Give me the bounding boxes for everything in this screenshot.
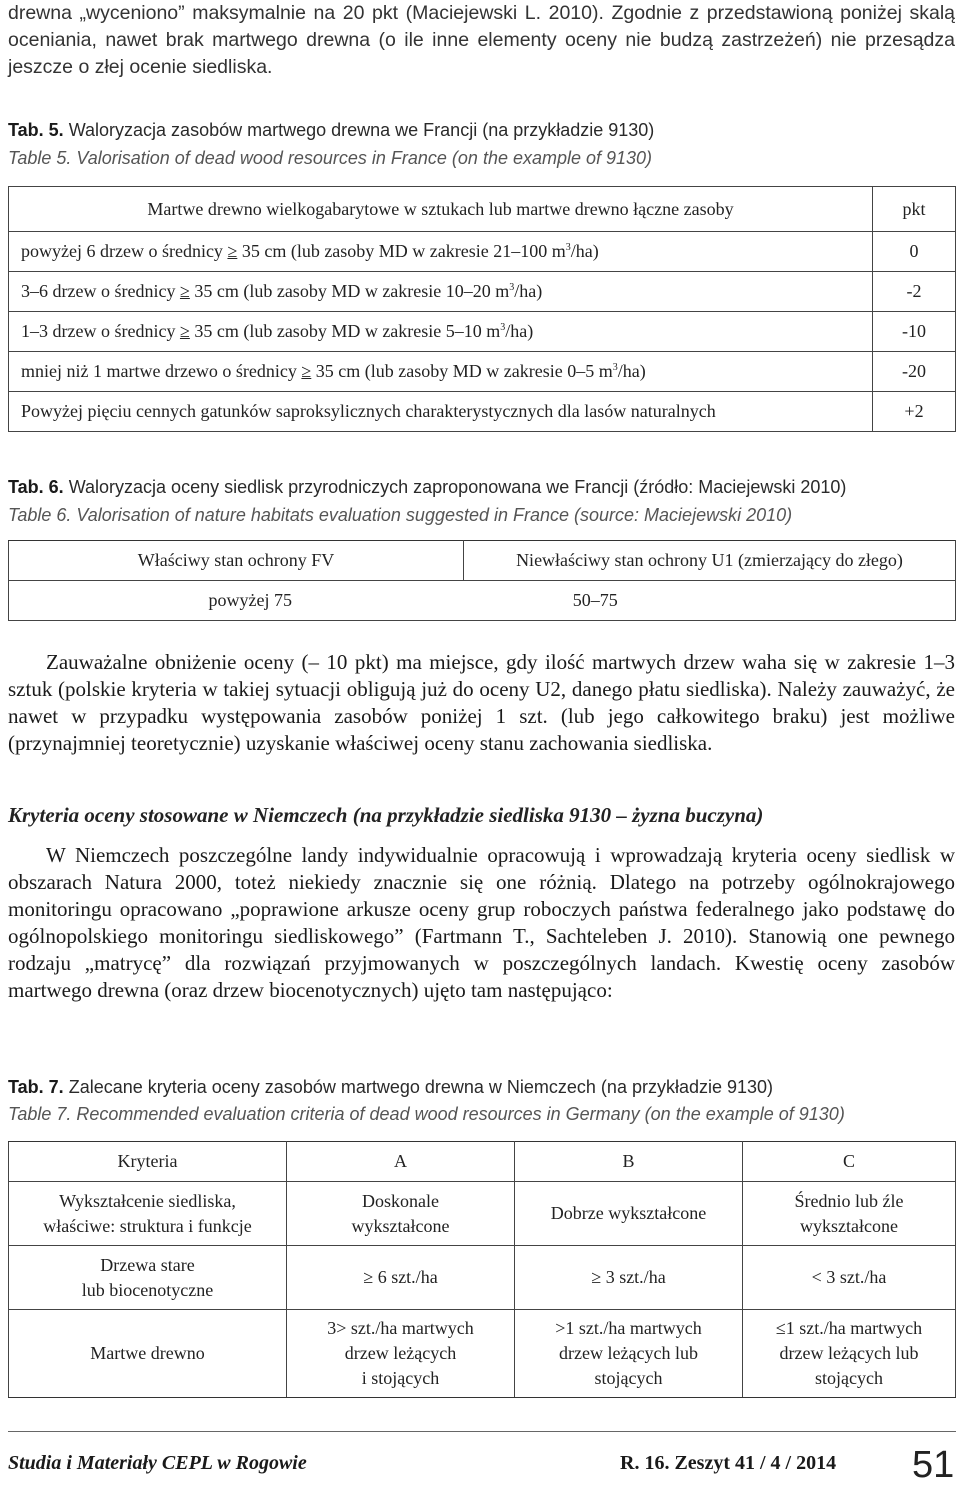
paragraph-germany: W Niemczech poszczególne landy indywidualnie opracowują i wprowadzają kryteria oceny siedlisk w obszarach Natura 2000, toteż niekiedy znacznie się one różnią. Dlatego na potrzeby ogólnokrajowego monitoringu opracowano „poprawione arkusze oceny grup roboczych państwa federalnego jako podstawę do ogólnopolskiego monitoringu siedliskowego” (Fartmann T., Sachteleben J. 2010). Stanowią one pewnego rodzaju „matrycę” dla rozwiązań przyjmowanych w poszczególnych landach. Kwestię oceny zasobów martwego drewna (oraz drzew biocenotycznych) ujęto tam następująco: [8,843,955,1002]
table6-header-row [9,541,956,581]
table7-cell: ≥ 3 szt./ha [515,1246,743,1310]
table-row [9,312,956,352]
table7-header-row [9,1142,956,1182]
table7-cell: Drzewa stare lub biocenotyczne [9,1246,287,1310]
table7-caption [8,1077,773,1098]
table7-cell: Dobrze wykształcone [515,1182,743,1246]
table5-title-pl: Waloryzacja zasobów martwego drewna we Francji (na przykładzie 9130) [68,120,655,140]
section-heading: Kryteria oceny stosowane w Niemczech (na przykładzie siedliska 9130 – żyzna buczyna) [8,803,764,827]
table7-header-b: B [515,1142,743,1182]
table6-value-u1: 50–75 [464,581,956,621]
table7-cell: Średnio lub źle wykształcone [743,1182,956,1246]
footer-rule [8,1431,956,1432]
table7-header-c: C [743,1142,956,1182]
table5-row-points: +2 [873,392,956,432]
table6-caption [8,477,846,498]
table-row [9,352,956,392]
table6-header-fv: Właściwy stan ochrony FV [9,541,464,581]
table5-caption [8,120,654,141]
table5-row-description: 3–6 drzew o średnicy ≥ 35 cm (lub zasoby MD w zakresie 10–20 $m^3/ha$) [9,272,873,312]
table5-title-en: Table 5. Valorisation of dead wood resources in France (on the example of 9130) [8,148,653,168]
table7-cell: Doskonale wykształcone [287,1182,515,1246]
table7-cell: < 3 szt./ha [743,1246,956,1310]
footer-journal: Studia i Materiały CEPL w Rogowie [8,1452,307,1474]
intro-paragraph: drewna „wyceniono” maksymalnie na 20 pkt (Maciejewski L. 2010). Zgodnie z przedstawioną poniżej skalą oceniania, nawet brak martwego drewna (o ile inne elementy oceny nie budzą zastrzeżeń) nie przesądza jeszcze o złej ocenie siedliska. [8,2,955,78]
table6-header-u1: Niewłaściwy stan ochrony U1 (zmierzający do złego) [464,541,956,581]
table5-row-description: 1–3 drzew o średnicy ≥ 35 cm (lub zasoby MD w zakresie 5–10 $m^3/ha$) [9,312,873,352]
table7 [8,1141,956,1398]
table5-row-points: 0 [873,232,956,272]
table6-value-fv: powyżej 75 [9,581,464,621]
table6 [8,540,956,621]
table7-cell: Martwe drewno [9,1310,287,1398]
table-row [9,232,956,272]
table-row [9,1310,956,1398]
table5-row-points: -10 [873,312,956,352]
table7-cell: ≥ 6 szt./ha [287,1246,515,1310]
paragraph-dead-trees: Zauważalne obniżenie oceny (– 10 pkt) ma miejsce, gdy ilość martwych drzew waha się w zakresie 1–3 sztuk (polskie kryteria w takiej sytuacji obligują już do oceny U2, danego płatu siedliska). Należy zauważyć, że nawet w przypadku występowania zasobów poniżej 1 szt. (lub jego całkowitego braku) jest możliwe (przynajmniej teoretycznie) uzyskanie właściwej oceny stanu zachowania siedliska. [8,650,955,755]
table-row [9,581,956,621]
table5-header-row [9,187,956,232]
table5-header-points: pkt [873,187,956,232]
table6-title-pl: Waloryzacja oceny siedlisk przyrodniczych zaproponowana we Francji (źródło: Maciejewski 2010) [68,477,847,497]
table7-header-a: A [287,1142,515,1182]
table-row [9,1246,956,1310]
page-number: 51 [912,1444,955,1486]
table7-cell: ≤1 szt./ha martwych drzew leżących lub stojących [743,1310,956,1398]
table7-cell: >1 szt./ha martwych drzew leżących lub stojących [515,1310,743,1398]
table7-cell: 3> szt./ha martwych drzew leżących i stojących [287,1310,515,1398]
table7-label: Tab. 7. [8,1077,64,1097]
table-row [9,1182,956,1246]
table-row [9,272,956,312]
table7-cell: Wykształcenie siedliska, właściwe: struktura i funkcje [9,1182,287,1246]
table5-row-description: powyżej 6 drzew o średnicy ≥ 35 cm (lub zasoby MD w zakresie 21–100 $m^3/ha$) [9,232,873,272]
table-row [9,392,956,432]
table6-title-en: Table 6. Valorisation of nature habitats evaluation suggested in France (source: Maciejewski 2010) [8,505,793,525]
table5-header-description: Martwe drewno wielkogabarytowe w sztukach lub martwe drewno łączne zasoby [9,187,873,232]
table5-row-points: -20 [873,352,956,392]
table5 [8,186,956,432]
table7-title-pl: Zalecane kryteria oceny zasobów martwego drewna w Niemczech (na przykładzie 9130) [68,1077,774,1097]
table5-row-points: -2 [873,272,956,312]
footer-issue: R. 16. Zeszyt 41 / 4 / 2014 [620,1452,837,1474]
table5-row-description: Powyżej pięciu cennych gatunków saproksylicznych charakterystycznych dla lasów naturalnych [9,392,873,432]
table5-label: Tab. 5. [8,120,64,140]
table7-header-criteria: Kryteria [9,1142,287,1182]
table7-title-en: Table 7. Recommended evaluation criteria of dead wood resources in Germany (on the example of 9130) [8,1104,845,1124]
table5-row-description: mniej niż 1 martwe drzewo o średnicy ≥ 35 cm (lub zasoby MD w zakresie 0–5 $m^3/ha$) [9,352,873,392]
table6-label: Tab. 6. [8,477,64,497]
